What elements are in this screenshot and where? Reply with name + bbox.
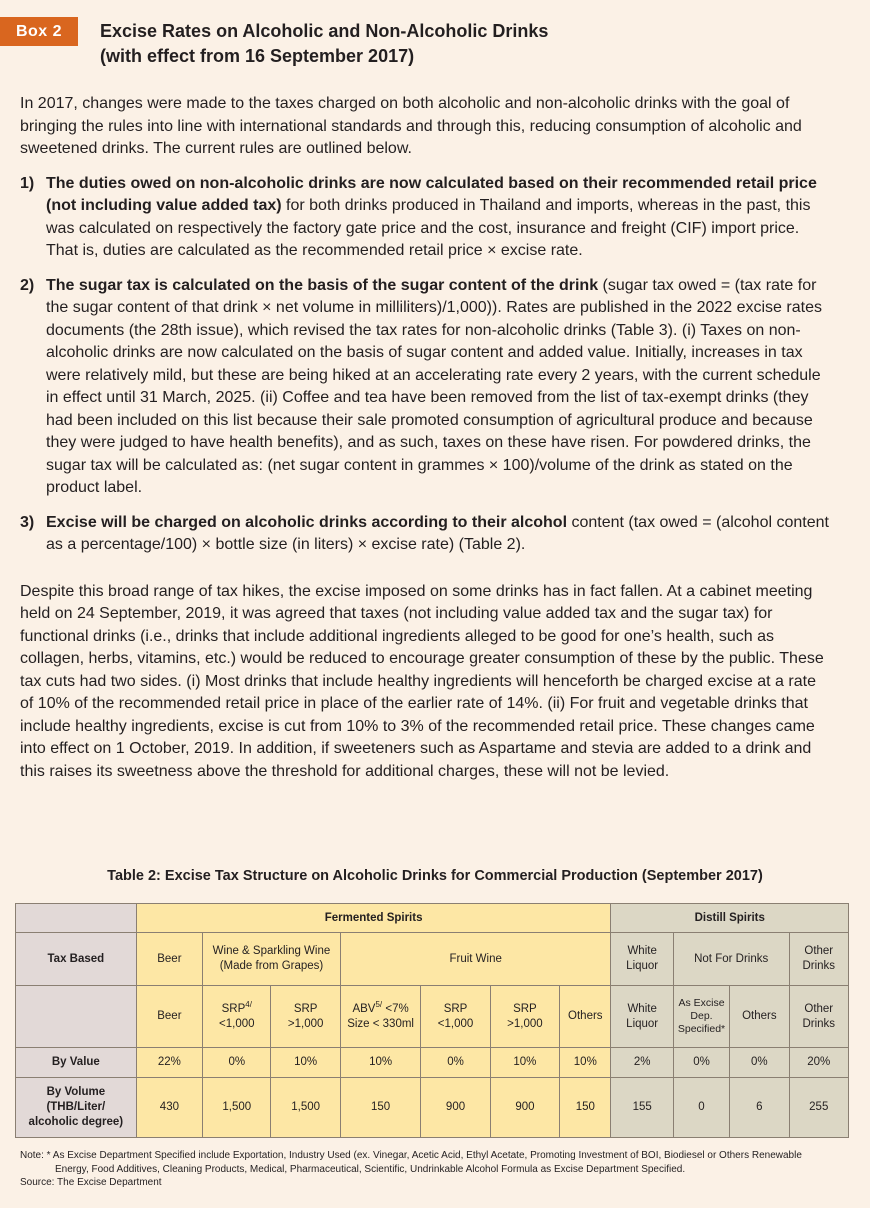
table-row-by-volume — [16, 1078, 849, 1138]
list-text — [46, 512, 832, 557]
table-cell: 10% — [560, 1048, 611, 1078]
table-cell: 0% — [673, 1048, 729, 1078]
closing-paragraph: Despite this broad range of tax hikes, the excise imposed on some drinks has in fact fallen. At a cabinet meeting held on 24 September, 2019, it was agreed that taxes (not including value added tax and the sugar tax) for functional drinks (i.e., drinks that include additional ingredients alleged to be good for one’s health, such as collagen, herbs, vitamins, etc.) would be reduced to encourage greater consumption of these by the public. These tax cuts had two sides. (i) Most drinks that include healthy ingredients will henceforth be charged excise at a rate of 10% of the recommended retail price in place of the earlier rate of 14%. (ii) For fruit and vegetable drinks that include healthy ingredients, excise is cut from 10% to 3% of the recommended retail price. These changes came into effect on 1 October, 2019. In addition, if sweeteners such as Aspartame and stevia are added to a drink and this raises its sweetness above the threshold for additional charges, these will not be levied. — [20, 582, 824, 780]
table-cell: 900 — [490, 1078, 559, 1138]
table-cell: 0% — [203, 1048, 271, 1078]
sub-srp-gt-1000: SRP >1,000 — [271, 986, 340, 1048]
list-rest-text: content (tax owed = (alcohol content as a percentage/100) × bottle size (in liters) × excise rate) (Table 2). — [46, 513, 829, 553]
list-bold-text: The sugar tax is calculated on the basis of the sugar content of the drink — [46, 276, 599, 294]
intro-paragraph: In 2017, changes were made to the taxes charged on both alcoholic and non-alcoholic drinks with the goal of bringing the rules into line with international standards and through this, reducing consumption of alcoholic and sweetened drinks. The current rules are outlined below. — [20, 95, 802, 157]
table-cell: 0% — [730, 1048, 789, 1078]
excise-table — [15, 903, 849, 1138]
sub-abv: $ABV^{5/} <7\%$ Size < 330ml — [340, 986, 420, 1048]
list-number: 3) — [20, 513, 35, 531]
box-title — [100, 19, 820, 69]
cat-not-for-drinks: Not For Drinks — [673, 933, 789, 986]
cat-beer: Beer — [136, 933, 202, 986]
box-title-line2: (with effect from 16 September 2017) — [100, 46, 415, 66]
list-bold-text: The duties owed on non-alcoholic drinks are now calculated based on their recommended retail price (not including value added tax) — [46, 174, 817, 214]
sub-others: Others — [560, 986, 611, 1048]
table-cell: 10% — [490, 1048, 559, 1078]
list-item-1 — [20, 173, 832, 263]
table-cell: 0% — [421, 1048, 490, 1078]
table-cell: 155 — [611, 1078, 673, 1138]
sub-excise-specified: As Excise Dep. Specified* — [673, 986, 729, 1048]
table-cell: 900 — [421, 1078, 490, 1138]
list-rest-text: for both drinks produced in Thailand and imports, whereas in the past, this was calculated on respectively the factory gate price and the cost, insurance and freight (CIF) import price. That is, duties are calculated as the recommended retail price × excise rate. — [46, 197, 811, 259]
box-title-line1: Excise Rates on Alcoholic and Non-Alcoholic Drinks — [100, 21, 549, 41]
sub-others-distill: Others — [730, 986, 789, 1048]
group-distill: Distill Spirits — [611, 904, 849, 933]
sub-beer: Beer — [136, 986, 202, 1048]
table-cell: 255 — [789, 1078, 848, 1138]
list-bold-text: Excise will be charged on alcoholic drinks according to their alcohol — [46, 513, 568, 531]
list-number: 1) — [20, 174, 35, 192]
list-text — [46, 275, 832, 500]
table-cell: 1,500 — [271, 1078, 340, 1138]
box-body — [20, 93, 832, 795]
table-cell: 10% — [271, 1048, 340, 1078]
table-notes — [20, 1149, 855, 1190]
table-category-row — [16, 933, 849, 986]
table-cell: 22% — [136, 1048, 202, 1078]
box-tag: Box 2 — [0, 17, 78, 46]
table-cell: 20% — [789, 1048, 848, 1078]
row-label-by-volume: By Volume (THB/Liter/ alcoholic degree) — [16, 1078, 137, 1138]
cat-wine: Wine & Sparkling Wine (Made from Grapes) — [203, 933, 341, 986]
table-cell: 1,500 — [203, 1078, 271, 1138]
sub-fruit-srp-gt-1000: SRP >1,000 — [490, 986, 559, 1048]
table-row-by-value — [16, 1048, 849, 1078]
table-cell: 150 — [560, 1078, 611, 1138]
table-cell: 150 — [340, 1078, 420, 1138]
table-cell: 2% — [611, 1048, 673, 1078]
table-cell: 10% — [340, 1048, 420, 1078]
table-group-row — [16, 904, 849, 933]
table-cell: 6 — [730, 1078, 789, 1138]
table-cell-empty — [16, 904, 137, 933]
list-text — [46, 173, 832, 263]
table-cell: 430 — [136, 1078, 202, 1138]
row-label-tax-based: Tax Based — [16, 933, 137, 986]
list-item-2 — [20, 275, 832, 500]
table-title: Table 2: Excise Tax Structure on Alcoholic Drinks for Commercial Production (September 2017) — [107, 868, 763, 884]
source-line: Source: The Excise Department — [20, 1177, 162, 1188]
sub-other-drinks: Other Drinks — [789, 986, 848, 1048]
sub-srp-lt-1000: $SRP^{4/}$ <1,000 — [203, 986, 271, 1048]
sub-white-liquor: White Liquor — [611, 986, 673, 1048]
cat-white-liquor: White Liquor — [611, 933, 673, 986]
list-number: 2) — [20, 276, 35, 294]
table-cell-empty — [16, 986, 137, 1048]
sub-fruit-srp-lt-1000: SRP <1,000 — [421, 986, 490, 1048]
table-cell: 0 — [673, 1078, 729, 1138]
table-subcategory-row — [16, 986, 849, 1048]
cat-other-drinks: Other Drinks — [789, 933, 848, 986]
row-label-by-value: By Value — [16, 1048, 137, 1078]
note-line: Note: * As Excise Department Specified include Exportation, Industry Used (ex. Vinegar, Acetic Acid, Ethyl Acetate, Promoting Investment of BOI, Biodiesel or Others Renewable — [20, 1150, 802, 1161]
group-fermented: Fermented Spirits — [136, 904, 611, 933]
note-line: Energy, Food Additives, Cleaning Products, Medical, Pharmaceutical, Scientific, Undrinkable Alcohol Formula as Excise Department Specified. — [55, 1163, 686, 1175]
cat-fruit-wine: Fruit Wine — [340, 933, 611, 986]
list-rest-text: (sugar tax owed = (tax rate for the sugar content of that drink × net volume in milliliters)/1,000)). Rates are published in the 2022 excise rates documents (the 28th issue), which revised the tax rates for non-alcoholic drinks (Table 3). (i) Taxes on non-alcoholic drinks are now calculated on the basis of sugar content and added value. Initially, increases in tax were relatively mild, but these are being hiked at an accelerating rate every 2 years, with the current schedule in effect until 31 March, 2025. (ii) Coffee and tea have been removed from the list of tax-exempt drinks (they had been included on this list because their sale promoted consumption of agricultural produce and because they were judged to have health benefits), and as such, taxes on these have risen. For powdered drinks, the sugar tax will be calculated as: (net sugar content in grammes × 100)/volume of the drink as stated on the product label. — [46, 276, 822, 496]
list-item-3 — [20, 512, 832, 557]
